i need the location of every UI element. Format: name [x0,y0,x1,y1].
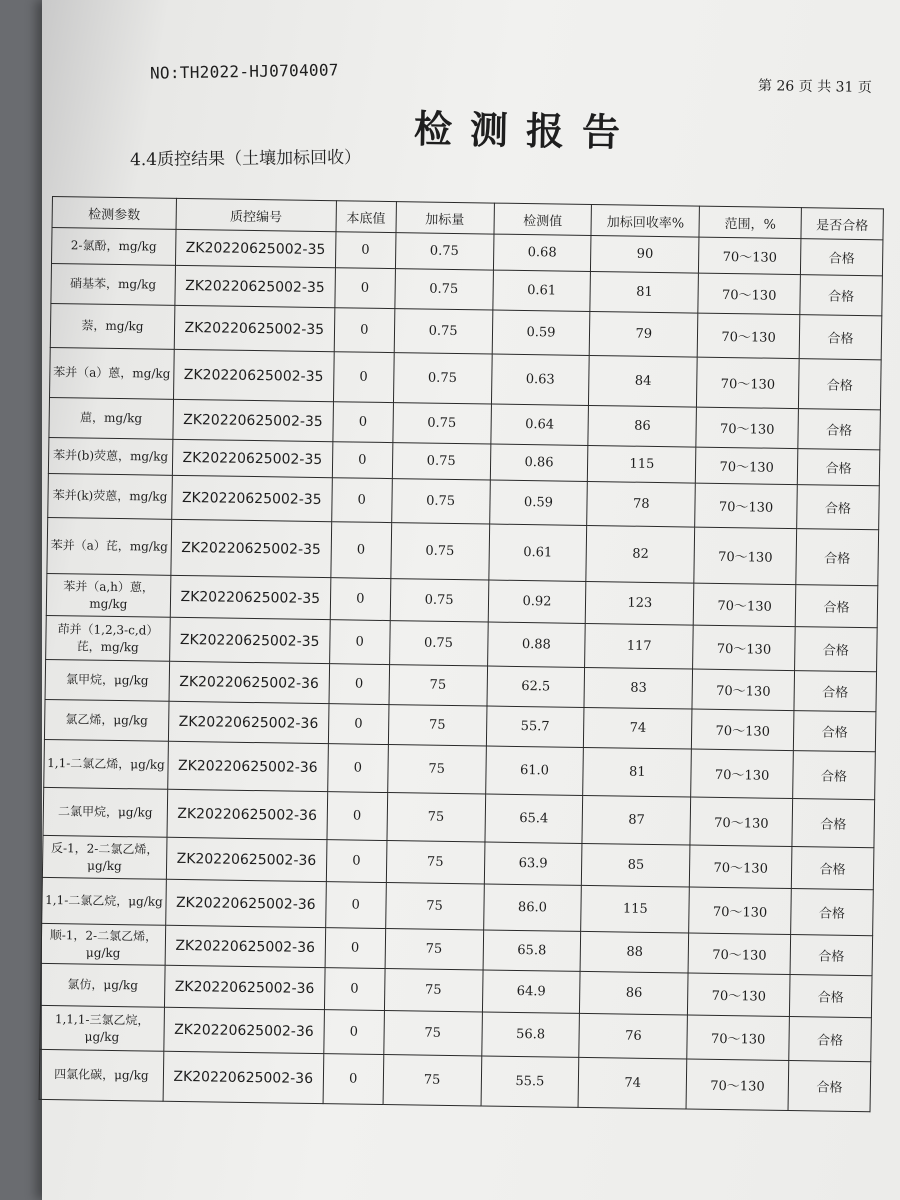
parameter-cell: 氯乙烯，μg/kg [44,699,168,741]
recovery-rate-cell: 88 [580,931,688,973]
range-cell: 70～130 [690,797,793,847]
pass-status-cell: 合格 [795,585,878,628]
qc-code-cell: ZK20220625002-35 [175,229,335,267]
qc-code-cell: ZK20220625002-35 [170,575,331,619]
pass-status-cell: 合格 [793,711,876,752]
measured-value-cell: 64.9 [482,970,580,1013]
background-value-cell: 0 [331,522,392,579]
qc-code-cell: ZK20220625002-36 [166,837,327,881]
background-value-cell: 0 [333,402,393,443]
spike-amount-cell: 75 [384,969,482,1012]
qc-code-cell: ZK20220625002-36 [164,965,325,1009]
measured-value-cell: 86.0 [483,884,582,931]
measured-value-cell: 0.59 [489,480,588,525]
column-header: 质控编号 [176,198,336,231]
spike-amount-cell: 0.75 [390,579,488,622]
spike-amount-cell: 75 [389,665,487,706]
range-cell: 70～130 [688,933,790,975]
measured-value-cell: 0.88 [487,622,586,667]
recovery-rate-cell: 115 [581,885,689,933]
qc-code-cell: ZK20220625002-36 [168,701,328,743]
background-value-cell: 0 [335,232,395,269]
measured-value-cell: 0.61 [488,524,587,581]
qc-code-cell: ZK20220625002-36 [168,741,329,791]
parameter-cell: 1,1-二氯乙烷，μg/kg [42,877,167,925]
parameter-cell: 四氯化碳，μg/kg [39,1049,164,1101]
recovery-rate-cell: 74 [584,707,692,749]
recovery-rate-cell: 90 [591,236,699,274]
qc-code-cell: ZK20220625002-36 [163,1051,324,1103]
range-cell: 70～130 [692,669,794,711]
parameter-cell: 苯并(b)荧蒽，mg/kg [48,437,172,475]
measured-value-cell: 0.63 [491,354,590,405]
recovery-rate-cell: 87 [582,795,691,845]
pass-status-cell: 合格 [796,529,879,586]
pass-status-cell: 合格 [788,1061,871,1112]
parameter-cell: 1,1-二氯乙烯，μg/kg [44,739,169,789]
background-value-cell: 0 [327,792,388,841]
qc-code-cell: ZK20220625002-36 [164,1007,325,1053]
background-value-cell: 0 [333,352,394,403]
parameter-cell: 苯并（a）芘，mg/kg [47,517,172,575]
spike-amount-cell: 0.75 [395,233,493,270]
range-cell: 70～130 [692,709,794,751]
parameter-cell: 苯并（a,h）蒽，mg/kg [46,573,170,617]
spike-amount-cell: 75 [388,705,486,746]
measured-value-cell: 0.86 [490,444,588,481]
qc-code-cell: ZK20220625002-35 [172,475,333,521]
recovery-rate-cell: 82 [586,525,695,583]
qc-code-cell: ZK20220625002-36 [167,789,328,839]
measured-value-cell: 0.59 [492,310,591,355]
background-value-cell: 0 [329,620,390,665]
qc-code-cell: ZK20220625002-35 [173,349,334,401]
measured-value-cell: 0.92 [488,580,586,623]
background-value-cell: 0 [334,308,395,353]
pass-status-cell: 合格 [793,751,876,800]
background-value-cell: 0 [324,1010,385,1055]
parameter-cell: 反-1，2-二氯乙烯，μg/kg [42,835,166,879]
recovery-rate-cell: 78 [587,481,695,527]
range-cell: 70～130 [699,237,801,275]
page-title: 检测报告 [413,107,639,155]
column-header: 是否合格 [801,208,883,240]
measured-value-cell: 62.5 [487,666,585,707]
column-header: 加标量 [396,202,494,234]
column-header: 本底值 [336,201,396,233]
recovery-rate-cell: 74 [578,1057,687,1109]
background-value-cell: 0 [323,1054,384,1105]
spike-amount-cell: 75 [386,841,484,884]
background-value-cell: 0 [324,968,385,1011]
range-cell: 70～130 [693,583,795,627]
measured-value-cell: 0.64 [490,404,588,445]
report-number: NO:TH2022-HJ0704007 [149,60,339,83]
parameter-cell: 2-氯酚，mg/kg [51,228,175,266]
recovery-rate-cell: 83 [584,667,692,709]
spike-amount-cell: 75 [387,793,486,842]
recovery-rate-cell: 84 [589,355,698,407]
background-value-cell: 0 [325,882,386,929]
measured-value-cell: 56.8 [481,1012,580,1057]
measured-value-cell: 0.68 [493,234,591,271]
spike-amount-cell: 75 [387,745,486,794]
page-indicator: 第 26 页 共 31 页 [757,78,873,96]
spike-amount-cell: 0.75 [393,403,491,444]
recovery-rate-cell: 81 [583,747,692,797]
range-cell: 70～130 [696,407,798,449]
range-cell: 70～130 [695,483,797,529]
measured-value-cell: 55.7 [486,706,584,747]
recovery-rate-cell: 117 [585,623,693,669]
parameter-cell: 氯甲烷，μg/kg [45,659,169,701]
qc-code-cell: ZK20220625002-36 [165,925,325,967]
range-cell: 70～130 [693,625,795,671]
background-value-cell: 0 [331,478,392,523]
range-cell: 70～130 [698,273,800,315]
measured-value-cell: 65.4 [484,794,583,843]
measured-value-cell: 63.9 [484,842,582,885]
measured-value-cell: 65.8 [483,930,581,971]
range-cell: 70～130 [696,447,798,485]
pass-status-cell: 合格 [789,1017,872,1062]
parameter-cell: 苯并（a）蒽，mg/kg [50,347,175,399]
pass-status-cell: 合格 [792,799,875,848]
range-cell: 70～130 [686,1059,789,1111]
column-header: 加标回收率% [591,205,699,238]
column-header: 范围，% [699,206,801,239]
range-cell: 70～130 [687,1015,789,1061]
spike-amount-cell: 0.75 [389,621,488,666]
recovery-rate-cell: 76 [579,1013,687,1059]
background-value-cell: 0 [332,442,392,479]
background-value-cell: 0 [329,664,389,705]
range-cell: 70～130 [688,973,790,1017]
pass-status-cell: 合格 [798,359,881,410]
pass-status-cell: 合格 [791,847,874,890]
qc-code-cell: ZK20220625002-36 [169,661,329,703]
qc-code-cell: ZK20220625002-35 [174,305,335,351]
table-body [39,228,883,1112]
spike-amount-cell: 75 [385,929,483,970]
qc-code-cell: ZK20220625002-35 [173,399,333,441]
background-value-cell: 0 [326,840,387,883]
pass-status-cell: 合格 [791,889,874,936]
recovery-rate-cell: 79 [590,311,698,357]
parameter-cell: 苯并(k)荧蒽，mg/kg [48,473,172,519]
background-value-cell: 0 [330,578,391,621]
range-cell: 70～130 [694,527,797,585]
spike-amount-cell: 0.75 [392,443,490,480]
parameter-cell: 萘，mg/kg [50,303,174,349]
pass-status-cell: 合格 [794,671,877,712]
range-cell: 70～130 [690,845,792,889]
pass-status-cell: 合格 [789,975,872,1018]
parameter-cell: 茚并（1,2,3-c,d）芘，mg/kg [46,615,170,661]
qc-code-cell: ZK20220625002-35 [172,439,332,477]
range-cell: 70～130 [697,357,800,409]
qc-code-cell: ZK20220625002-35 [169,617,330,663]
background-value-cell: 0 [335,268,395,309]
qc-code-cell: ZK20220625002-35 [171,519,332,577]
spike-amount-cell: 0.75 [393,353,492,404]
column-header: 检测参数 [52,197,176,230]
background-value-cell: 0 [328,704,388,745]
parameter-cell: 䓛，mg/kg [49,397,173,439]
measured-value-cell: 61.0 [485,746,584,795]
spike-amount-cell: 0.75 [394,309,493,354]
parameter-cell: 顺-1，2-二氯乙烯，μg/kg [41,923,165,965]
recovery-rate-cell: 86 [580,971,688,1015]
spike-amount-cell: 75 [383,1055,482,1106]
pass-status-cell: 合格 [800,239,882,276]
pass-status-cell: 合格 [797,449,879,486]
measured-value-cell: 0.61 [492,270,590,311]
background-value-cell: 0 [327,744,388,793]
parameter-cell: 硝基苯，mg/kg [51,264,175,306]
column-header: 检测值 [494,203,592,235]
recovery-rate-cell: 85 [582,843,690,887]
pass-status-cell: 合格 [798,409,881,450]
qc-results-table [39,196,884,1112]
range-cell: 70～130 [697,313,799,359]
parameter-cell: 氯仿，μg/kg [40,963,164,1007]
parameter-cell: 1,1,1-三氯乙烷，μg/kg [40,1005,164,1051]
spike-amount-cell: 0.75 [395,269,493,310]
pass-status-cell: 合格 [799,315,882,360]
parameter-cell: 二氯甲烷，μg/kg [43,787,168,837]
recovery-rate-cell: 115 [588,445,696,483]
qc-code-cell: ZK20220625002-36 [166,879,327,927]
pass-status-cell: 合格 [790,935,873,976]
pass-status-cell: 合格 [795,627,878,672]
spike-amount-cell: 75 [383,1011,482,1056]
spike-amount-cell: 0.75 [391,523,490,580]
recovery-rate-cell: 81 [590,272,698,314]
recovery-rate-cell: 123 [586,581,694,625]
range-cell: 70～130 [689,887,792,935]
qc-code-cell: ZK20220625002-35 [175,265,335,307]
spike-amount-cell: 75 [385,883,484,930]
background-value-cell: 0 [325,928,385,969]
pass-status-cell: 合格 [800,275,883,316]
recovery-rate-cell: 86 [588,405,696,447]
spike-amount-cell: 0.75 [391,479,490,524]
measured-value-cell: 55.5 [481,1056,580,1107]
section-title: 4.4质控结果（土壤加标回收） [129,147,362,171]
range-cell: 70～130 [691,749,794,799]
pass-status-cell: 合格 [797,485,880,530]
